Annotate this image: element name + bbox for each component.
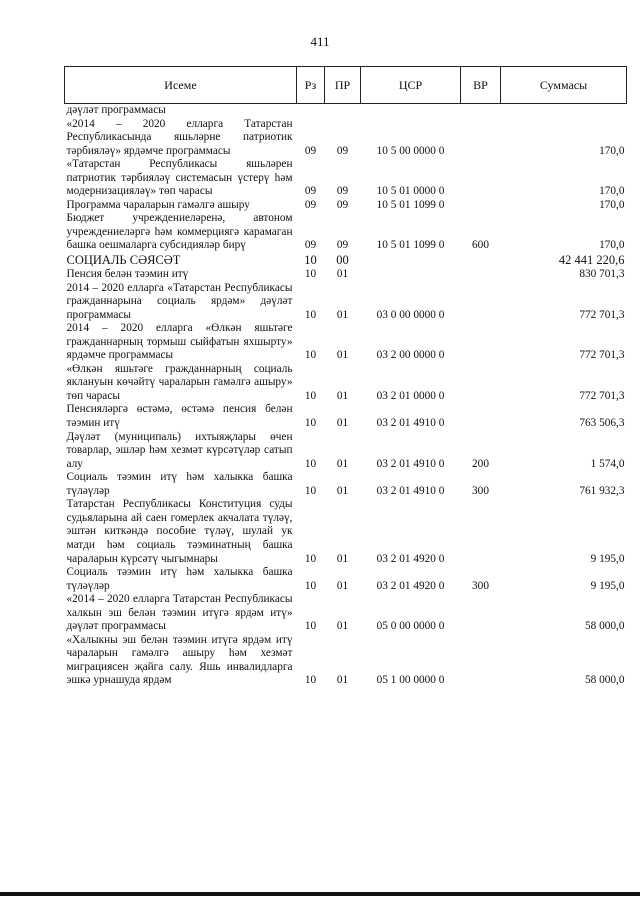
cell-vr <box>461 593 501 634</box>
table-row <box>65 363 627 404</box>
cell-name: «Татарстан Республикасы яшьләрен патриотик тәрбияләү системасын үстерү һәм модернизацияләү» төп чарасы <box>66 158 293 198</box>
cell-name: «2014 – 2020 елларга Татарстан Республикасы халкын эш белән тәэмин итүгә ярдәм итү» дәүләт программасы <box>66 593 293 633</box>
cell-rz: 10 <box>304 552 317 565</box>
cell-pr: 09 <box>336 239 349 252</box>
table-row <box>65 118 627 159</box>
header-csr: ЦСР <box>361 67 461 104</box>
cell-pr <box>325 104 361 118</box>
cell-rz: 09 <box>304 185 317 198</box>
cell-rz: 10 <box>304 268 317 281</box>
cell-pr: 01 <box>336 308 349 321</box>
cell-name: Татарстан Республикасы Конституция суды судьяларына ай саен гомерлек акчалата түләү, эштән киткәндә пособие түләү, шулай ук матди һәм социаль тәэминатның башка чараларын күрсәтү чыгымнары <box>66 498 293 565</box>
table-row <box>65 403 627 430</box>
bottom-border <box>0 892 640 896</box>
cell-sum: 170,0 <box>599 144 625 157</box>
cell-rz: 10 <box>304 253 317 268</box>
cell-csr: 05 1 00 0000 0 <box>376 674 445 687</box>
cell-name: Программа чараларын гамәлгә ашыру <box>66 198 250 211</box>
cell-pr: 01 <box>336 552 349 565</box>
cell-rz: 10 <box>304 417 317 430</box>
cell-csr: 03 2 01 4920 0 <box>376 552 445 565</box>
cell-rz: 10 <box>304 389 317 402</box>
cell-pr: 09 <box>336 144 349 157</box>
cell-sum: 58 000,0 <box>584 674 625 687</box>
cell-rz: 09 <box>304 198 317 211</box>
cell-name: «Халыкны эш белән тәэмин итүгә ярдәм итү чараларын гамәлгә ашыру һәм хезмәт миграциясен җайга салу. Яшь инвалидларга эшкә урнашуда ярдәм <box>66 633 293 687</box>
cell-vr <box>461 199 501 213</box>
cell-sum: 772 701,3 <box>579 308 625 321</box>
table-row <box>65 253 627 268</box>
cell-sum: 9 195,0 <box>590 552 625 565</box>
cell-rz: 10 <box>304 484 317 497</box>
cell-sum: 772 701,3 <box>579 389 625 402</box>
cell-rz: 10 <box>304 349 317 362</box>
header-pr: ПР <box>325 67 361 104</box>
cell-rz: 10 <box>304 674 317 687</box>
cell-csr: 10 5 01 1099 0 <box>376 239 445 252</box>
cell-sum: 830 701,3 <box>579 268 625 281</box>
cell-vr: 300 <box>472 484 489 497</box>
cell-sum: 42 441 220,6 <box>558 253 625 268</box>
cell-csr: 10 5 01 0000 0 <box>376 185 445 198</box>
cell-rz: 10 <box>304 620 317 633</box>
cell-csr <box>361 104 461 118</box>
table-row <box>65 322 627 363</box>
cell-vr <box>461 268 501 282</box>
cell-name: дәүләт программасы <box>66 104 166 116</box>
table-row <box>65 498 627 566</box>
cell-csr: 03 2 01 4920 0 <box>376 579 445 592</box>
table-row <box>65 268 627 282</box>
cell-vr <box>461 498 501 566</box>
header-rz: Рз <box>297 67 325 104</box>
cell-sum <box>501 104 627 118</box>
cell-name: Пенсияләргә өстәмә, өстәмә пенсия белән тәэмин итү <box>66 403 293 430</box>
cell-rz: 09 <box>304 144 317 157</box>
table-header-row <box>65 67 627 104</box>
cell-pr: 01 <box>336 349 349 362</box>
cell-pr: 01 <box>336 417 349 430</box>
cell-sum: 170,0 <box>599 185 625 198</box>
cell-pr: 01 <box>336 268 349 281</box>
cell-pr: 00 <box>336 253 349 268</box>
cell-sum: 772 701,3 <box>579 349 625 362</box>
cell-name: Социаль тәэмин итү һәм халыкка башка түләүләр <box>66 566 293 592</box>
cell-sum: 761 932,3 <box>579 484 625 497</box>
cell-csr: 10 5 01 1099 0 <box>376 198 445 211</box>
cell-sum: 58 000,0 <box>584 620 625 633</box>
cell-rz <box>297 104 325 118</box>
cell-vr: 600 <box>472 239 489 252</box>
cell-csr <box>361 253 461 268</box>
header-vr: ВР <box>461 67 501 104</box>
cell-csr: 03 2 00 0000 0 <box>376 349 445 362</box>
table-row <box>65 634 627 688</box>
cell-csr: 03 2 01 4910 0 <box>376 417 445 430</box>
cell-vr <box>461 322 501 363</box>
table-row <box>65 158 627 199</box>
cell-csr: 03 2 01 4910 0 <box>376 457 445 470</box>
cell-csr: 03 0 00 0000 0 <box>376 308 445 321</box>
cell-csr: 03 2 01 0000 0 <box>376 389 445 402</box>
cell-sum: 1 574,0 <box>590 457 625 470</box>
table-row <box>65 593 627 634</box>
cell-pr: 01 <box>336 620 349 633</box>
cell-name: Пенсия белән тәэмин итү <box>66 268 189 281</box>
cell-vr <box>461 118 501 159</box>
cell-pr: 01 <box>336 457 349 470</box>
table-row <box>65 199 627 213</box>
header-name: Исеме <box>65 67 297 104</box>
cell-pr: 01 <box>336 389 349 402</box>
cell-vr <box>461 363 501 404</box>
cell-name: Бюджет учреждениеләренә, автоном учреждениеләргә һәм коммерциягә карамаган башка оешмаларга субсидияләр бирү <box>66 212 293 252</box>
cell-pr: 01 <box>336 674 349 687</box>
cell-pr: 01 <box>336 484 349 497</box>
cell-vr: 300 <box>472 579 489 592</box>
cell-vr <box>461 282 501 323</box>
cell-sum: 9 195,0 <box>590 579 625 592</box>
header-sum: Суммасы <box>501 67 627 104</box>
cell-sum: 170,0 <box>599 239 625 252</box>
budget-table <box>64 66 627 688</box>
cell-vr <box>461 253 501 268</box>
table-row <box>65 212 627 253</box>
cell-name: 2014 – 2020 елларга «Татарстан Республикасы гражданнарына социаль ярдәм» дәүләт программасы <box>66 281 293 321</box>
table-body <box>65 104 627 688</box>
cell-vr <box>461 403 501 430</box>
page-number: 411 <box>310 34 330 49</box>
cell-csr: 10 5 00 0000 0 <box>376 144 445 157</box>
cell-rz: 10 <box>304 457 317 470</box>
table-row <box>65 566 627 593</box>
cell-csr: 05 0 00 0000 0 <box>376 620 445 633</box>
cell-vr: 200 <box>472 457 489 470</box>
cell-sum: 763 506,3 <box>579 417 625 430</box>
table-row <box>65 471 627 498</box>
table-row <box>65 282 627 323</box>
cell-vr <box>461 634 501 688</box>
cell-name: «2014 – 2020 елларга Татарстан Республикасында яшьләрне патриотик тәрбияләү» ярдәмче программасы <box>66 117 293 157</box>
cell-name: 2014 – 2020 елларга «Өлкән яшьтәге гражданнарның тормыш сыйфатын яхшырту» ярдәмче программасы <box>66 322 293 362</box>
table-row <box>65 431 627 472</box>
cell-name: СОЦИАЛЬ СӘЯСӘТ <box>66 253 181 268</box>
cell-csr <box>361 268 461 282</box>
cell-pr: 09 <box>336 198 349 211</box>
cell-rz: 10 <box>304 308 317 321</box>
cell-rz: 10 <box>304 579 317 592</box>
cell-pr: 01 <box>336 579 349 592</box>
cell-rz: 09 <box>304 239 317 252</box>
cell-sum: 170,0 <box>599 198 625 211</box>
cell-name: «Өлкән яшьтәге гражданнарның социаль яклануын көчәйтү чараларын гамәлгә ашыру» төп чарасы <box>66 362 293 402</box>
table-row <box>65 104 627 118</box>
cell-vr <box>461 158 501 199</box>
cell-pr: 09 <box>336 185 349 198</box>
cell-name: Дәүләт (муниципаль) ихтыяҗлары өчен товарлар, эшләр һәм хезмәт күрсәтүләр сатып алу <box>66 430 293 470</box>
cell-vr <box>461 104 501 118</box>
cell-csr: 03 2 01 4910 0 <box>376 484 445 497</box>
cell-name: Социаль тәэмин итү һәм халыкка башка түләүләр <box>66 471 293 497</box>
